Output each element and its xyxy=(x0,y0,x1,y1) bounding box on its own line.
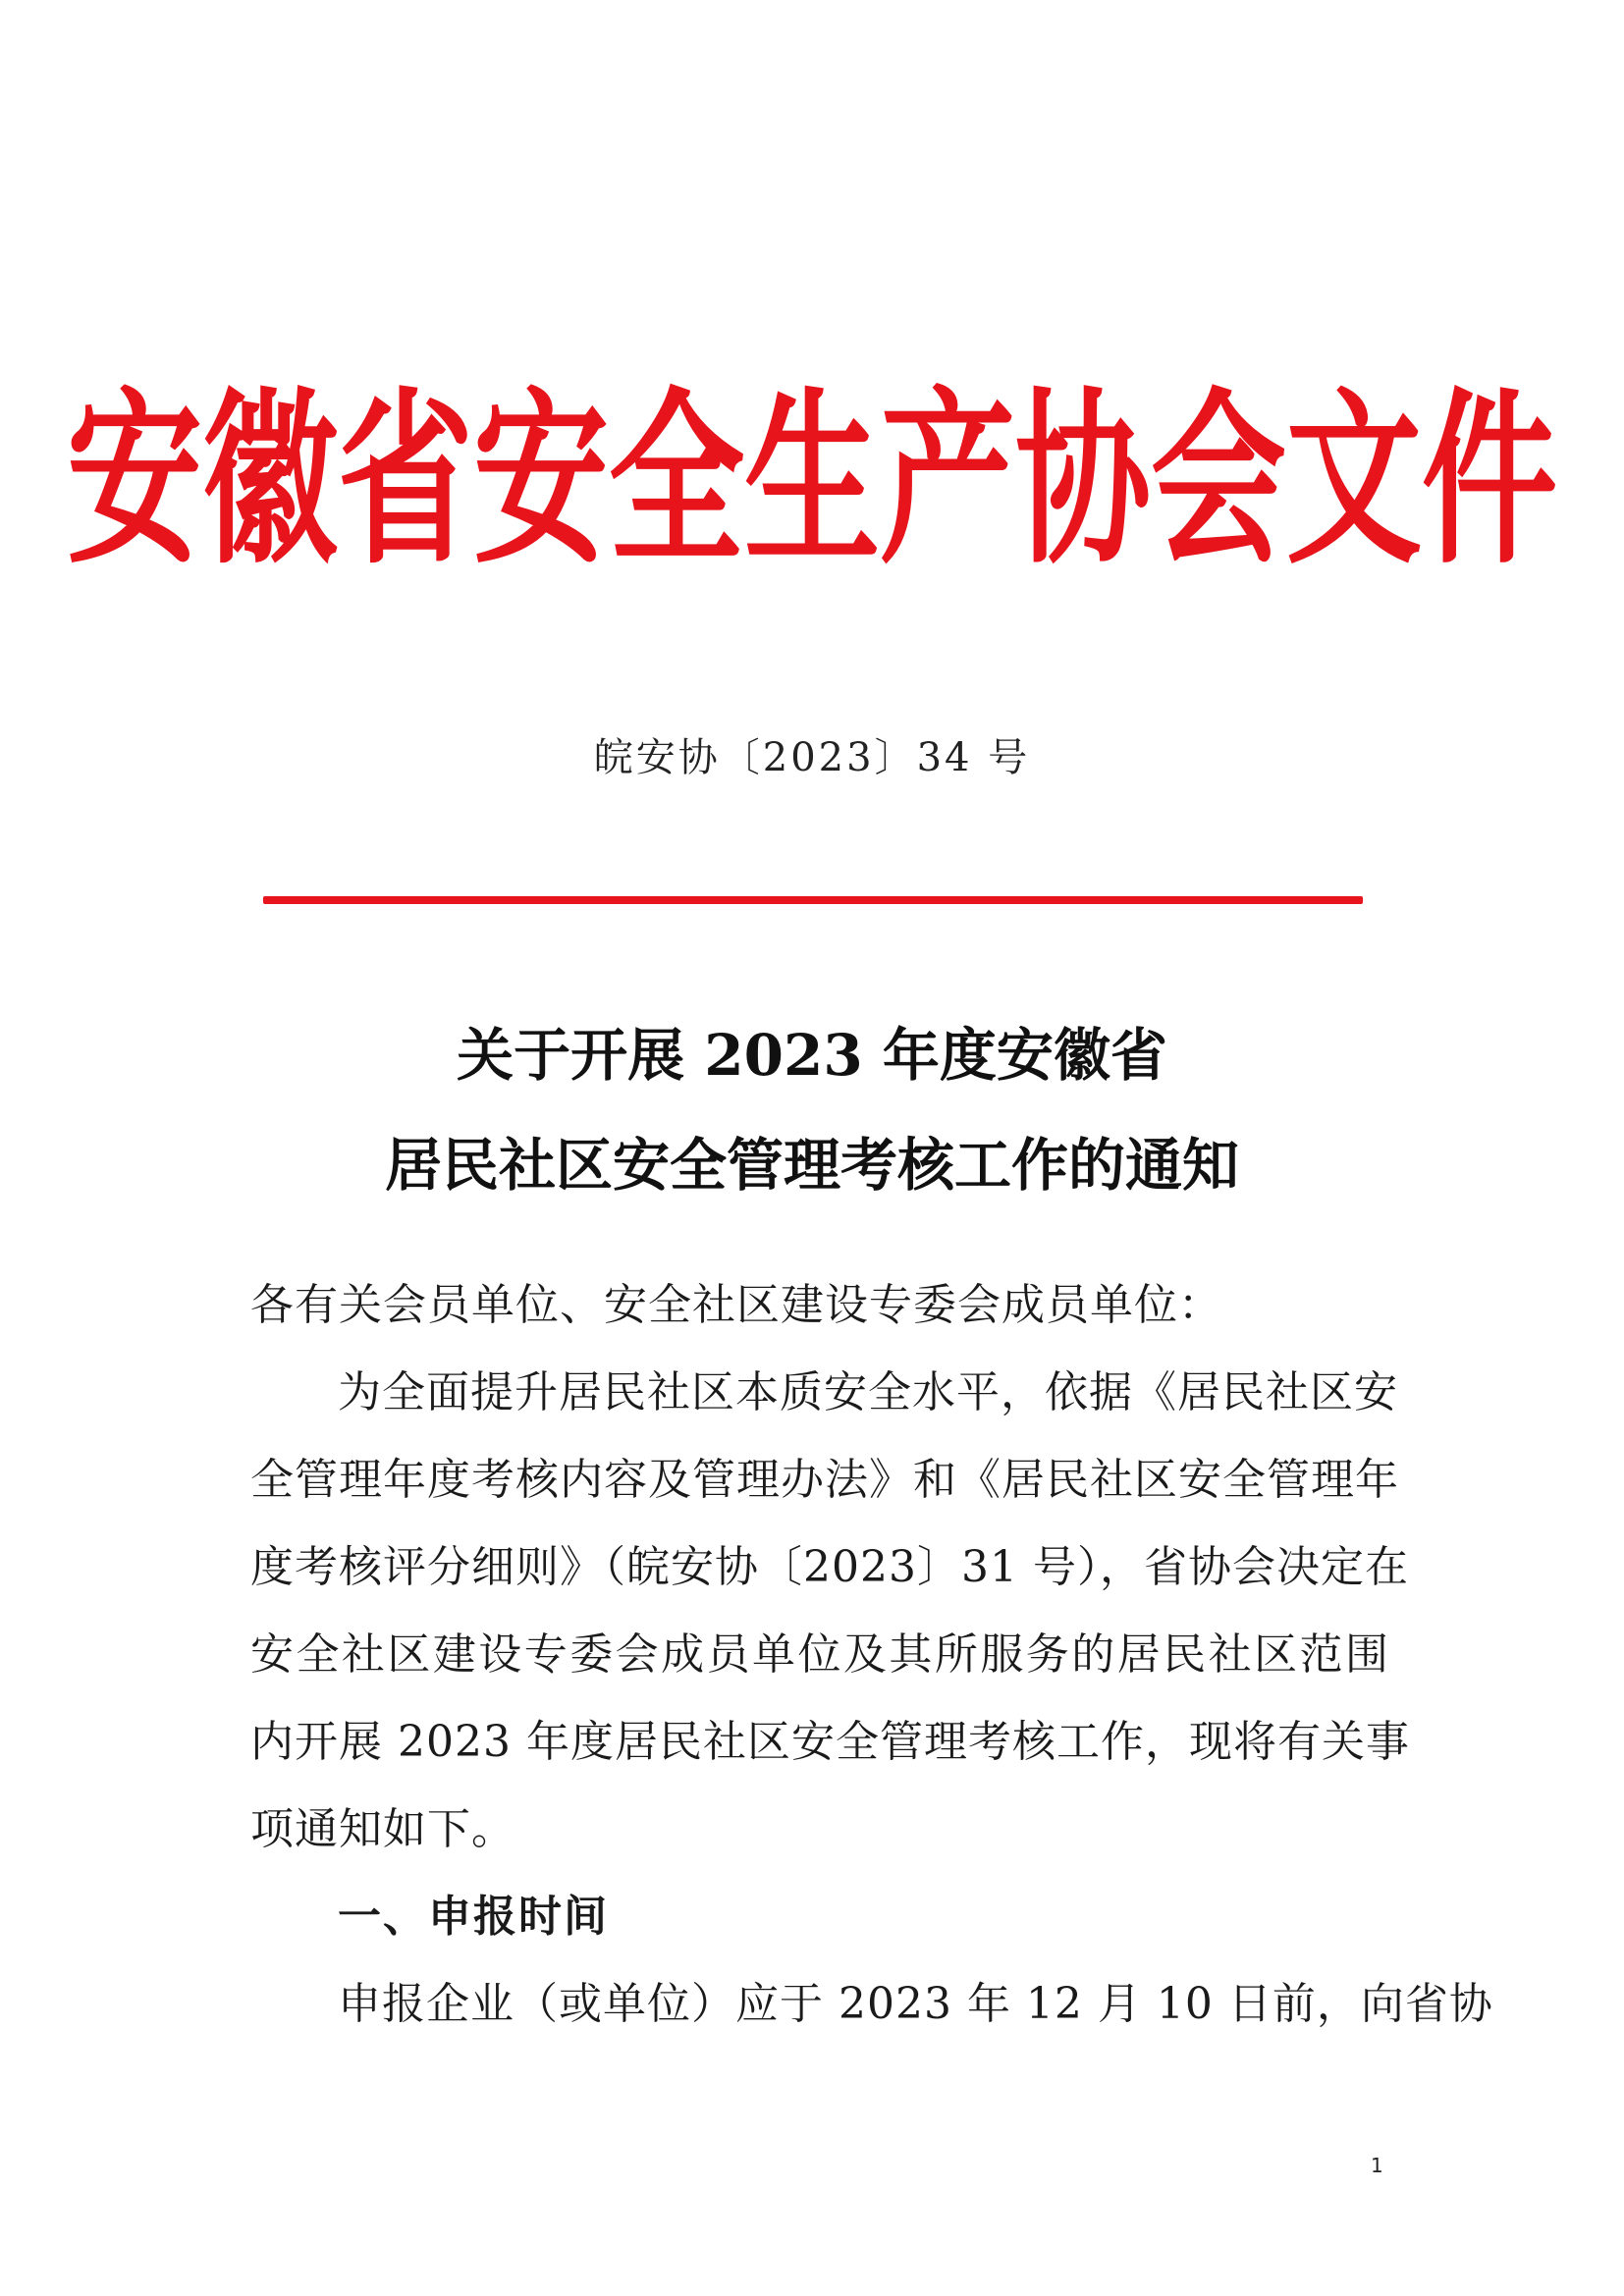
salutation: 各有关会员单位、安全社区建设专委会成员单位： xyxy=(250,1280,1222,1330)
notice-body xyxy=(250,1280,1493,2070)
paragraph-line: 内开展 2023 年度居民社区安全管理考核工作，现将有关事 xyxy=(250,1717,1410,1767)
paragraph-line: 项通知如下。 xyxy=(250,1804,515,1854)
page-number: 1 xyxy=(1371,2154,1383,2177)
paragraph-line: 全管理年度考核内容及管理办法》和《居民社区安全管理年 xyxy=(250,1455,1399,1505)
masthead-title: 安徽省安全生产协会文件 xyxy=(66,371,1557,590)
red-divider-line xyxy=(263,896,1363,904)
notice-title-line-2: 居民社区安全管理考核工作的通知 xyxy=(384,1132,1239,1199)
paragraph-line: 度考核评分细则》（皖安协〔2023〕31 号），省协会决定在 xyxy=(250,1542,1409,1592)
paragraph-line: 申报企业（或单位）应于 2023 年 12 月 10 日前，向省协 xyxy=(338,1979,1493,2029)
paragraph-line: 安全社区建设专委会成员单位及其所服务的居民社区范围 xyxy=(250,1629,1389,1680)
document-number: 皖安协〔2023〕34 号 xyxy=(593,735,1031,780)
notice-title-line-1: 关于开展 2023 年度安徽省 xyxy=(457,1022,1167,1089)
section-heading: 一、申报时间 xyxy=(338,1892,609,1942)
paragraph-line: 为全面提升居民社区本质安全水平，依据《居民社区安 xyxy=(338,1367,1398,1417)
